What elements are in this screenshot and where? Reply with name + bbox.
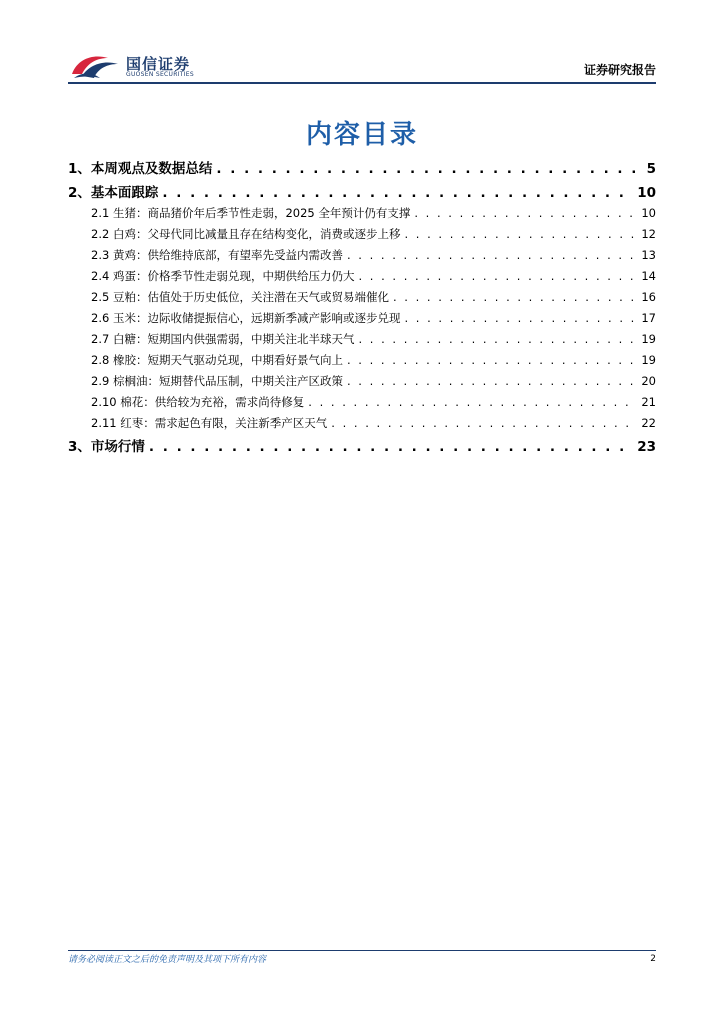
toc-entry-2-3[interactable] <box>91 247 656 263</box>
toc-entry-2-11[interactable] <box>91 415 656 431</box>
toc-entry-label: 2.4 鸡蛋：价格季节性走弱兑现，中期供给压力仍大 <box>91 269 355 283</box>
toc-entry-2-5[interactable] <box>91 289 656 305</box>
toc-entry-page: 12 <box>641 227 656 241</box>
toc-leader-dots <box>216 161 642 177</box>
toc-entry-page: 23 <box>637 439 656 455</box>
toc-leader-dots <box>162 185 633 201</box>
toc-entry-page: 22 <box>641 416 656 430</box>
footer-disclaimer: 请务必阅读正文之后的免责声明及其项下所有内容 <box>68 955 267 965</box>
toc-entry-label: 2.10 棉花：供给较为充裕，需求尚待修复 <box>91 395 305 409</box>
toc-entry-1[interactable] <box>68 157 656 177</box>
toc-entry-label: 2.7 白糖：短期国内供强需弱，中期关注北半球天气 <box>91 332 355 346</box>
page-number: 2 <box>650 954 656 964</box>
toc-entry-2[interactable] <box>68 181 656 201</box>
toc-entry-2-4[interactable] <box>91 268 656 284</box>
toc-leader-dots <box>404 227 637 241</box>
toc-entry-page: 10 <box>637 185 656 201</box>
toc-leader-dots <box>347 353 637 367</box>
toc-entry-page: 10 <box>641 206 656 220</box>
toc-leader-dots <box>331 416 637 430</box>
toc-leader-dots <box>414 206 637 220</box>
toc-entry-page: 21 <box>641 395 656 409</box>
toc-entry-label: 2、基本面跟踪 <box>68 185 159 201</box>
toc-entry-label: 1、本周观点及数据总结 <box>68 161 213 177</box>
toc-leader-dots <box>358 269 637 283</box>
toc-entry-page: 20 <box>641 374 656 388</box>
header-divider <box>68 82 656 84</box>
toc-entry-label: 2.8 橡胶：短期天气驱动兑现，中期看好景气向上 <box>91 353 343 367</box>
toc-entry-2-7[interactable] <box>91 331 656 347</box>
toc-entry-label: 2.6 玉米：边际收储提振信心，远期新季减产影响或逐步兑现 <box>91 311 401 325</box>
toc-entry-label: 2.11 红枣：需求起色有限，关注新季产区天气 <box>91 416 328 430</box>
guosen-logo-icon <box>68 52 122 82</box>
toc-entry-3[interactable] <box>68 435 656 455</box>
report-type-label: 证券研究报告 <box>583 63 656 77</box>
guosen-logo <box>68 50 208 84</box>
toc-leader-dots <box>358 332 637 346</box>
toc-entry-2-1[interactable] <box>91 205 656 221</box>
toc-entry-page: 19 <box>641 353 656 367</box>
toc-leader-dots <box>404 311 637 325</box>
toc-entry-2-8[interactable] <box>91 352 656 368</box>
toc-entry-label: 2.9 棕榈油：短期替代品压制，中期关注产区政策 <box>91 374 343 388</box>
toc-entry-page: 14 <box>641 269 656 283</box>
toc-leader-dots <box>393 290 637 304</box>
logo-name-cn: 国信证券 <box>126 55 191 73</box>
page-title: 内容目录 <box>305 120 418 150</box>
page-header <box>68 50 656 84</box>
toc-leader-dots <box>347 374 637 388</box>
footer-divider <box>68 950 656 951</box>
toc-entry-page: 19 <box>641 332 656 346</box>
toc-entry-2-9[interactable] <box>91 373 656 389</box>
toc-entry-2-6[interactable] <box>91 310 656 326</box>
toc-entry-page: 17 <box>641 311 656 325</box>
toc-entry-label: 2.3 黄鸡：供给维持底部，有望率先受益内需改善 <box>91 248 343 262</box>
toc-entry-label: 2.5 豆粕：估值处于历史低位，关注潜在天气或贸易端催化 <box>91 290 389 304</box>
logo-name-en: GUOSEN SECURITIES <box>126 71 195 78</box>
toc-entry-label: 3、市场行情 <box>68 439 145 455</box>
toc-entry-2-10[interactable] <box>91 394 656 410</box>
toc-entry-page: 5 <box>646 161 656 177</box>
toc-leader-dots <box>308 395 637 409</box>
toc-entry-page: 13 <box>641 248 656 262</box>
toc-leader-dots <box>149 439 633 455</box>
toc-entry-page: 16 <box>641 290 656 304</box>
toc-entry-label: 2.1 生猪：商品猪价年后季节性走弱，2025 全年预计仍有支撑 <box>91 206 411 220</box>
toc-leader-dots <box>347 248 637 262</box>
toc-entry-2-2[interactable] <box>91 226 656 242</box>
toc-entry-label: 2.2 白鸡：父母代同比减量且存在结构变化，消费或逐步上移 <box>91 227 401 241</box>
